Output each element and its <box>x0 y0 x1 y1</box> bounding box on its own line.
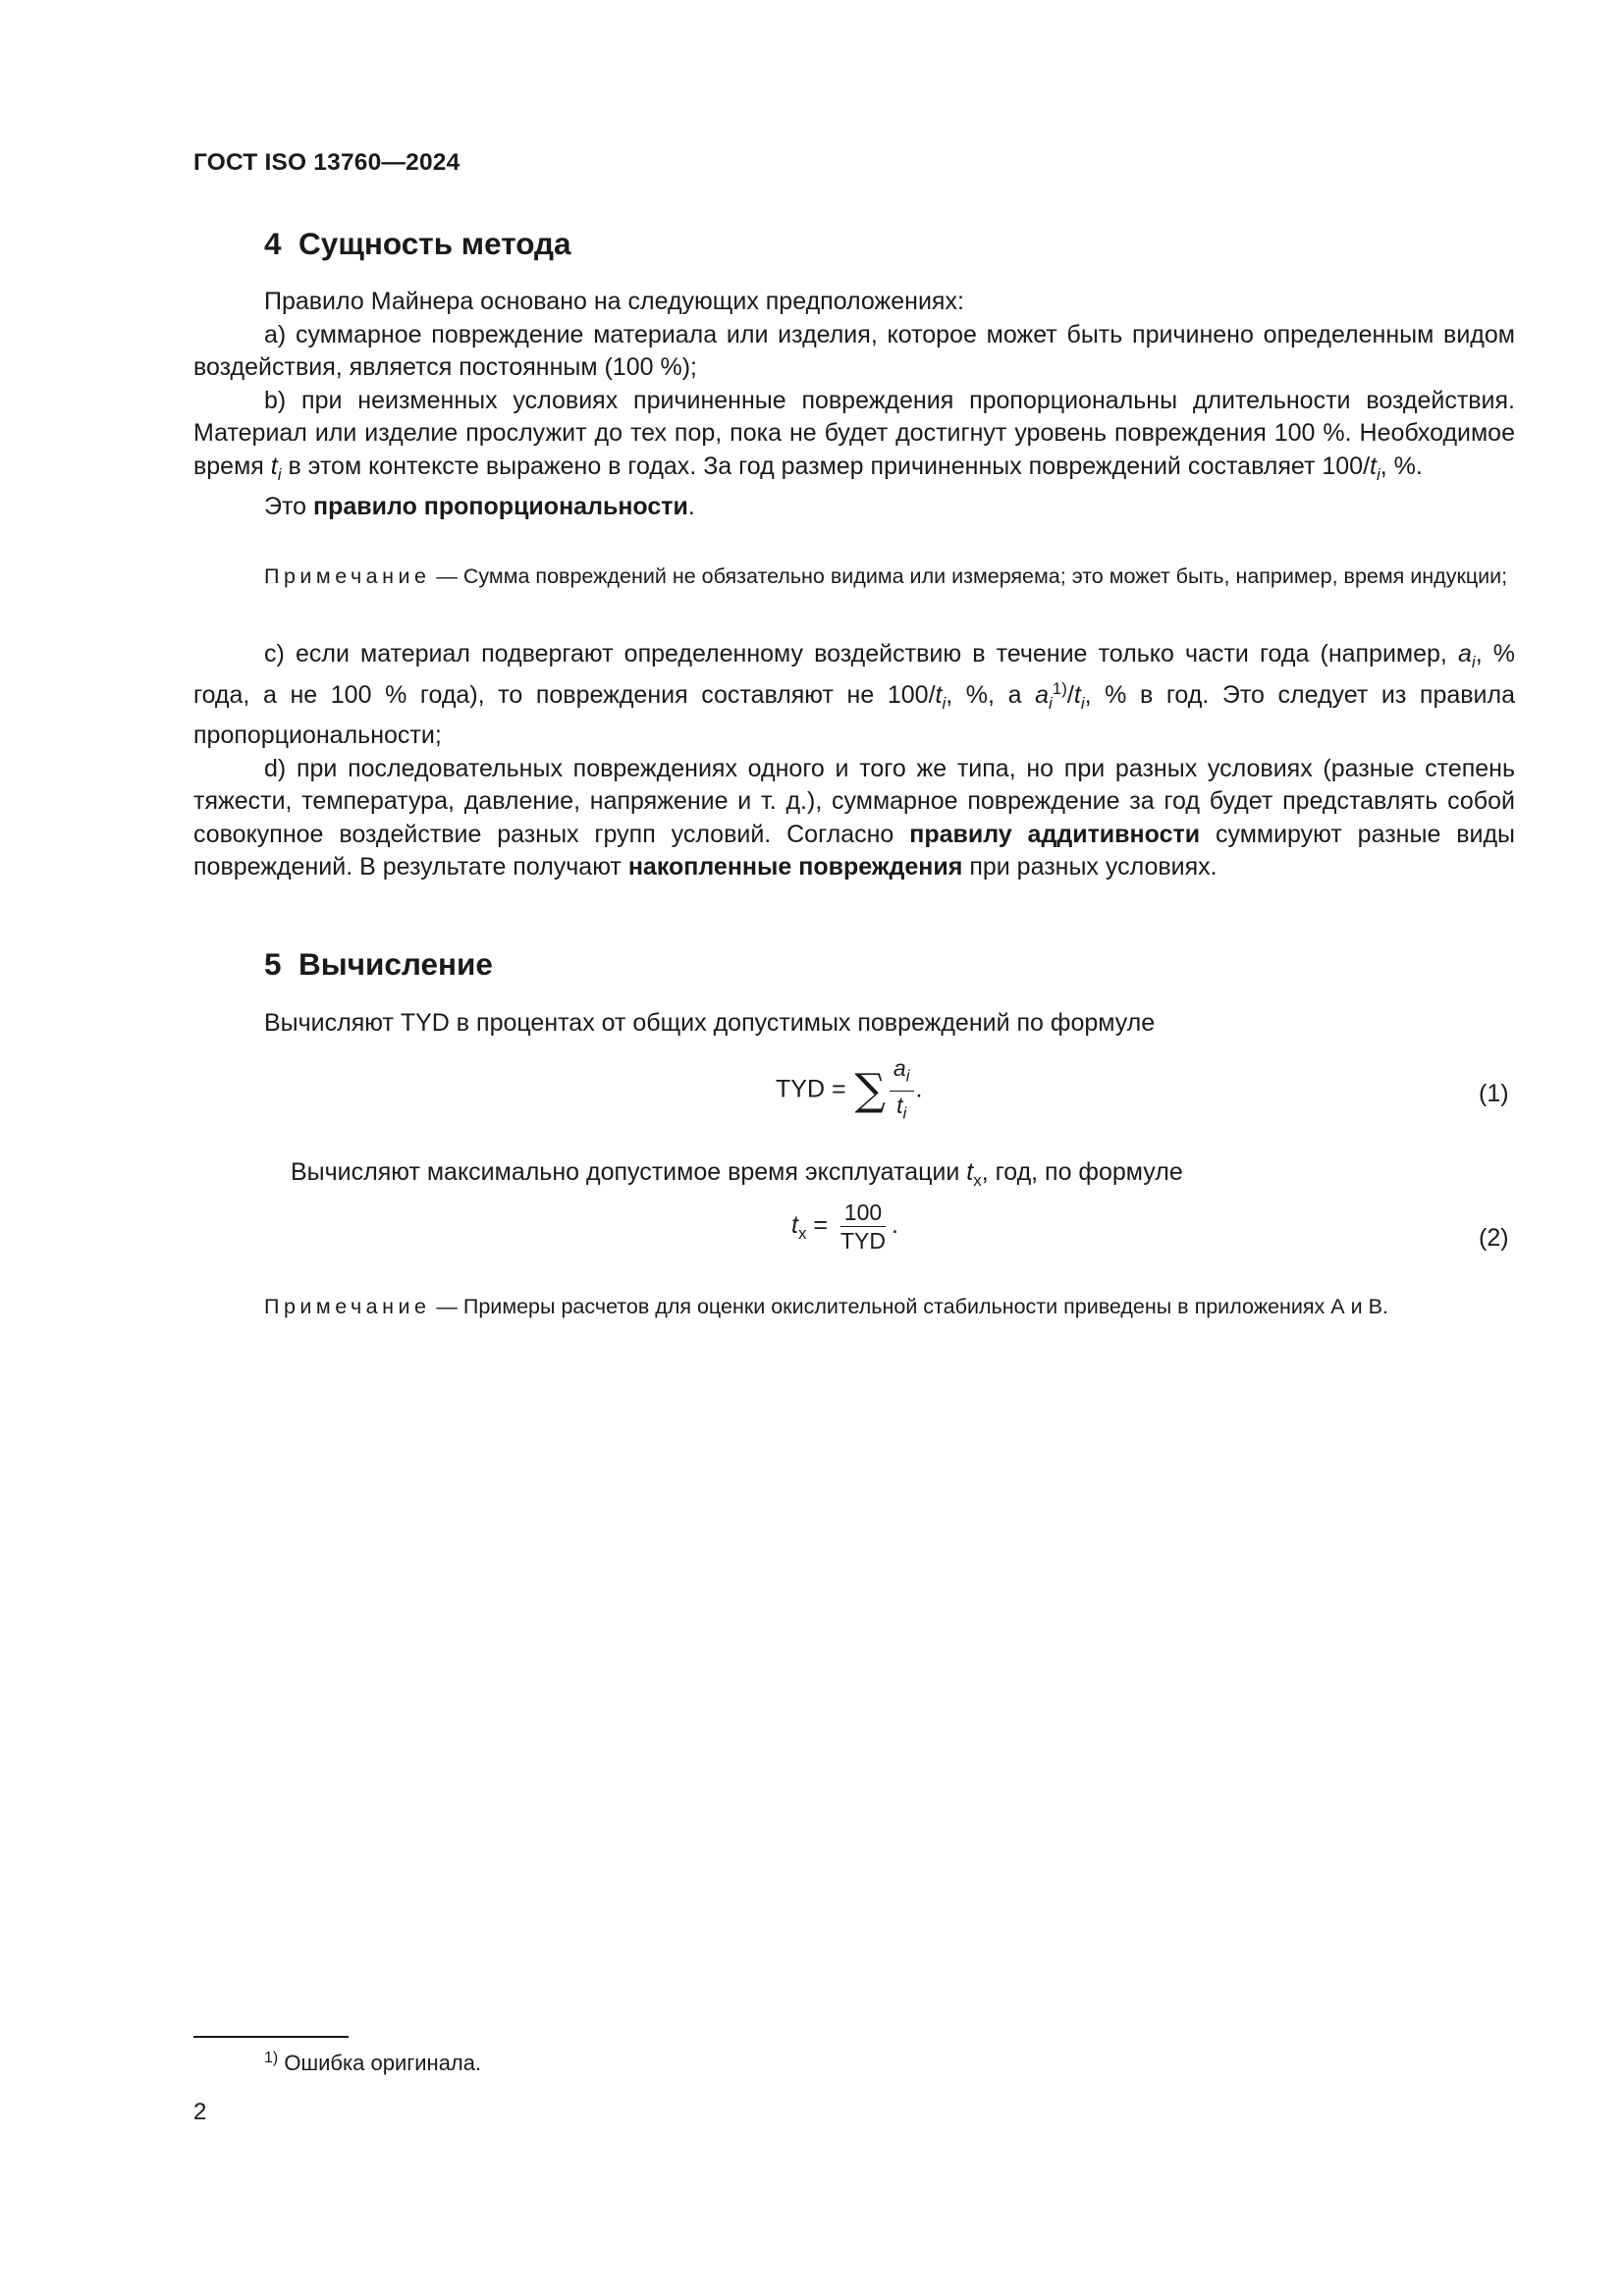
section-5-text-2: Вычисляют максимально допустимое время эксплуатации $t_x$, год, по формуле <box>291 1158 1183 1190</box>
page-number: 2 <box>193 2099 207 2125</box>
equation-1: TYD = ∑ $\frac{a_i}{t_i}$ . <box>776 1055 922 1126</box>
document-header: ГОСТ ISO 13760—2024 <box>193 149 460 176</box>
item-c: с) если материал подвергают определенному воздействию в течение только части года (например, $a_i$, % года, а не 100 % года), то повреждения составляют не $100/t_i$, %, а $a_i^{1)}/t_i$, % в год. Это следует из правила пропорциональности; <box>193 640 1516 749</box>
item-a: а) суммарное повреждение материала или изделия, которое может быть причинено определенным видом воздействия, является постоянным (100 %); <box>193 320 1515 381</box>
section-4-body-continued <box>193 638 1515 884</box>
accumulated-term: накопленные повреждения <box>627 853 963 881</box>
sum-symbol: ∑ <box>854 1065 886 1116</box>
item-d: d) при последовательных повреждениях одного и того же типа, но при разных условиях (разные степень тяжести, температура, давление, напряжение и т. д.), суммарное повреждение за год будет представлять собой совокупное воздействие разных групп условий. Согласно правилу аддитивности суммируют разные виды повреждений. В результате получают накопленные повреждения при разных условиях. <box>193 754 1516 881</box>
section-4-number: 4 <box>264 226 282 261</box>
note-label: Примечание <box>264 1295 431 1318</box>
footnote-ref: 1) <box>1052 678 1067 698</box>
equation-2-label: (2) <box>1479 1224 1509 1252</box>
footnote-marker: 1) <box>264 2050 279 2066</box>
rule-sentence: Это правило пропорциональности. <box>264 493 695 520</box>
equation-2-fraction: $\frac{100}{\text{TYD}}$ <box>839 1200 886 1254</box>
note-label: Примечание <box>264 564 431 588</box>
section-4-body <box>193 286 1515 524</box>
section-5-title: Вычисление <box>298 946 493 982</box>
rule-term: правило пропорциональности <box>313 493 688 520</box>
section-5-note: Примечание — Примеры расчетов для оценки окислительной стабильности приведены в приложениях А и В. <box>264 1295 1388 1318</box>
section-4-intro: Правило Майнера основано на следующих предположениях: <box>264 288 964 315</box>
section-4-note: Примечание — Сумма повреждений не обязательно видима или измеряема; это может быть, например, время индукции; <box>264 564 1508 588</box>
equation-2: $t_x$ = $\frac{100}{\text{TYD}}$ . <box>791 1200 898 1254</box>
section-4-heading <box>264 226 571 262</box>
section-5-intro: Вычисляют TYD в процентах от общих допустимых повреждений по формуле <box>264 1009 1156 1037</box>
footnote-separator <box>193 2036 349 2038</box>
footnote-text: Ошибка оригинала. <box>284 2051 482 2075</box>
section-4-title: Сущность метода <box>298 226 571 261</box>
section-5-number: 5 <box>264 946 282 982</box>
additivity-term: правилу аддитивности <box>909 820 1201 848</box>
equation-1-fraction: $\frac{a_i}{t_i}$ <box>890 1055 914 1126</box>
footnote <box>264 2050 481 2076</box>
equation-1-label: (1) <box>1479 1080 1509 1107</box>
item-b: b) при неизменных условиях причиненные повреждения пропорциональны длительности воздействия. Материал или изделие прослужит до тех пор, пока не будет достигнут уровень повреждения 100 %. Необходимое время $t_i$ в этом контексте выражено в годах. За год размер причиненных повреждений составляет $100/t_i$, %. <box>193 386 1515 484</box>
section-5-heading <box>264 946 493 983</box>
